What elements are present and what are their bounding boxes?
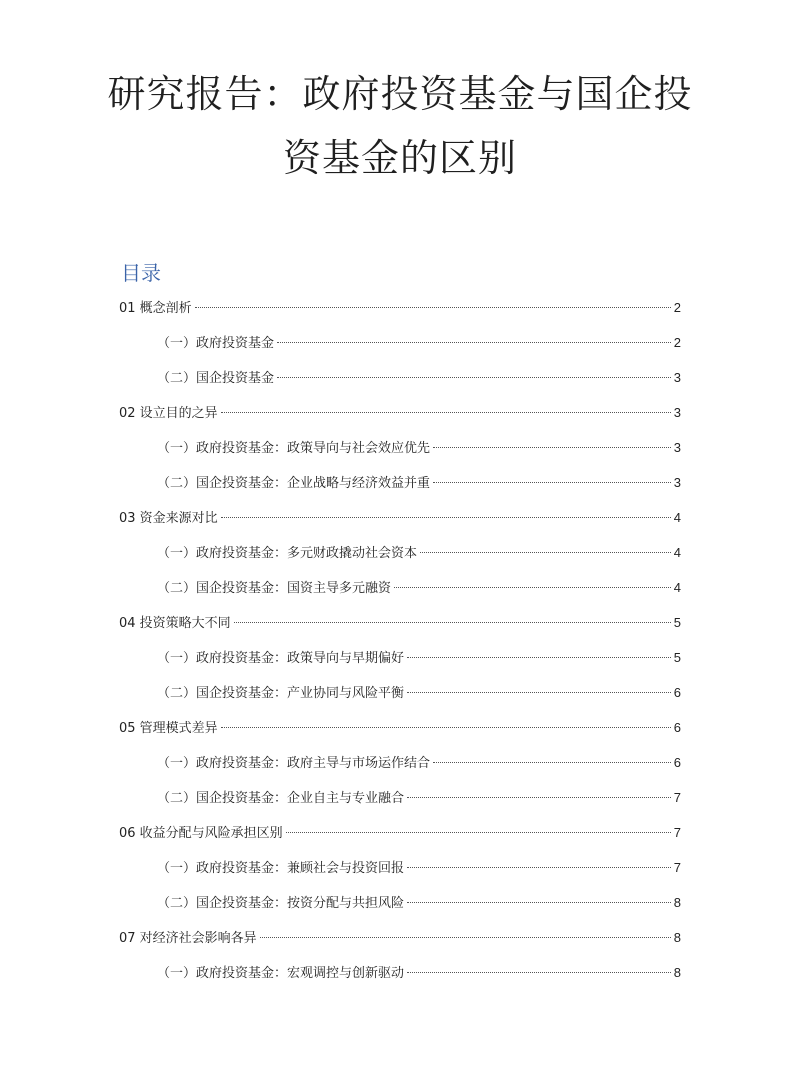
- toc-entry-label: 05 管理模式差异: [119, 721, 218, 736]
- toc-entry-label: （一）政府投资基金：多元财政撬动社会资本: [157, 546, 418, 561]
- toc-entry-label: （二）国企投资基金：国资主导多元融资: [157, 581, 392, 596]
- toc-entry-subsection[interactable]: [119, 535, 681, 570]
- toc-entry-subsection[interactable]: [119, 780, 681, 815]
- toc-entry-subsection[interactable]: [119, 325, 681, 360]
- toc-page-number: 2: [673, 300, 681, 315]
- toc-entry-label: 06 收益分配与风险承担区别: [119, 826, 283, 841]
- table-of-contents: [119, 290, 681, 990]
- toc-dot-leader: [407, 902, 671, 903]
- toc-dot-leader: [433, 447, 671, 448]
- toc-dot-leader: [221, 412, 671, 413]
- toc-page-number: 4: [673, 545, 681, 560]
- toc-page-number: 2: [673, 335, 681, 350]
- toc-entry-label: （二）国企投资基金：企业自主与专业融合: [157, 791, 405, 806]
- toc-entry-subsection[interactable]: [119, 850, 681, 885]
- toc-entry-section[interactable]: [119, 290, 681, 325]
- toc-entry-label: （二）国企投资基金: [157, 371, 275, 386]
- toc-page-number: 6: [673, 685, 681, 700]
- toc-entry-label: （二）国企投资基金：企业战略与经济效益并重: [157, 476, 431, 491]
- toc-entry-subsection[interactable]: [119, 430, 681, 465]
- toc-dot-leader: [407, 657, 671, 658]
- toc-dot-leader: [394, 587, 671, 588]
- toc-entry-section[interactable]: [119, 395, 681, 430]
- toc-entry-label: 01 概念剖析: [119, 301, 192, 316]
- toc-dot-leader: [433, 482, 671, 483]
- toc-entry-label: （二）国企投资基金：产业协同与风险平衡: [157, 686, 405, 701]
- toc-dot-leader: [407, 692, 671, 693]
- toc-entry-label: （一）政府投资基金：政策导向与早期偏好: [157, 651, 405, 666]
- toc-dot-leader: [221, 517, 671, 518]
- toc-dot-leader: [407, 972, 671, 973]
- document-title-line-2: 资基金的区别: [282, 136, 517, 180]
- toc-entry-label: （一）政府投资基金：宏观调控与创新驱动: [157, 966, 405, 981]
- toc-entry-label: （一）政府投资基金：政府主导与市场运作结合: [157, 756, 431, 771]
- toc-entry-label: 03 资金来源对比: [119, 511, 218, 526]
- toc-page-number: 8: [673, 965, 681, 980]
- toc-page-number: 8: [673, 895, 681, 910]
- toc-entry-label: 07 对经济社会影响各异: [119, 931, 257, 946]
- toc-entry-label: （一）政府投资基金: [157, 336, 275, 351]
- toc-page-number: 5: [673, 650, 681, 665]
- toc-entry-subsection[interactable]: [119, 955, 681, 990]
- toc-page-number: 7: [673, 860, 681, 875]
- toc-heading: 目录: [121, 261, 161, 285]
- toc-dot-leader: [433, 762, 671, 763]
- toc-entry-subsection[interactable]: [119, 745, 681, 780]
- toc-page-number: 7: [673, 825, 681, 840]
- toc-entry-section[interactable]: [119, 920, 681, 955]
- toc-entry-section[interactable]: [119, 500, 681, 535]
- document-title-line-1: 研究报告：政府投资基金与国企投: [107, 72, 693, 116]
- toc-entry-label: （一）政府投资基金：政策导向与社会效应优先: [157, 441, 431, 456]
- toc-entry-subsection[interactable]: [119, 570, 681, 605]
- toc-page-number: 4: [673, 510, 681, 525]
- toc-entry-label: 02 设立目的之异: [119, 406, 218, 421]
- toc-entry-section[interactable]: [119, 815, 681, 850]
- toc-entry-label: （一）政府投资基金：兼顾社会与投资回报: [157, 861, 405, 876]
- toc-entry-label: 04 投资策略大不同: [119, 616, 231, 631]
- toc-page-number: 6: [673, 720, 681, 735]
- toc-page-number: 3: [673, 405, 681, 420]
- toc-page-number: 8: [673, 930, 681, 945]
- toc-entry-subsection[interactable]: [119, 640, 681, 675]
- toc-page-number: 3: [673, 370, 681, 385]
- toc-entry-subsection[interactable]: [119, 885, 681, 920]
- toc-entry-section[interactable]: [119, 605, 681, 640]
- toc-dot-leader: [277, 342, 671, 343]
- toc-dot-leader: [420, 552, 671, 553]
- toc-entry-label: （二）国企投资基金：按资分配与共担风险: [157, 896, 405, 911]
- toc-entry-subsection[interactable]: [119, 465, 681, 500]
- toc-entry-section[interactable]: [119, 710, 681, 745]
- toc-entry-subsection[interactable]: [119, 675, 681, 710]
- toc-entry-subsection[interactable]: [119, 360, 681, 395]
- toc-page-number: 3: [673, 440, 681, 455]
- toc-dot-leader: [195, 307, 671, 308]
- toc-page-number: 6: [673, 755, 681, 770]
- toc-dot-leader: [260, 937, 671, 938]
- toc-dot-leader: [286, 832, 671, 833]
- toc-dot-leader: [221, 727, 671, 728]
- toc-page-number: 4: [673, 580, 681, 595]
- toc-dot-leader: [407, 797, 671, 798]
- toc-page-number: 3: [673, 475, 681, 490]
- toc-dot-leader: [407, 867, 671, 868]
- toc-page-number: 5: [673, 615, 681, 630]
- toc-dot-leader: [277, 377, 671, 378]
- toc-dot-leader: [234, 622, 671, 623]
- document-title: [0, 62, 800, 190]
- toc-page-number: 7: [673, 790, 681, 805]
